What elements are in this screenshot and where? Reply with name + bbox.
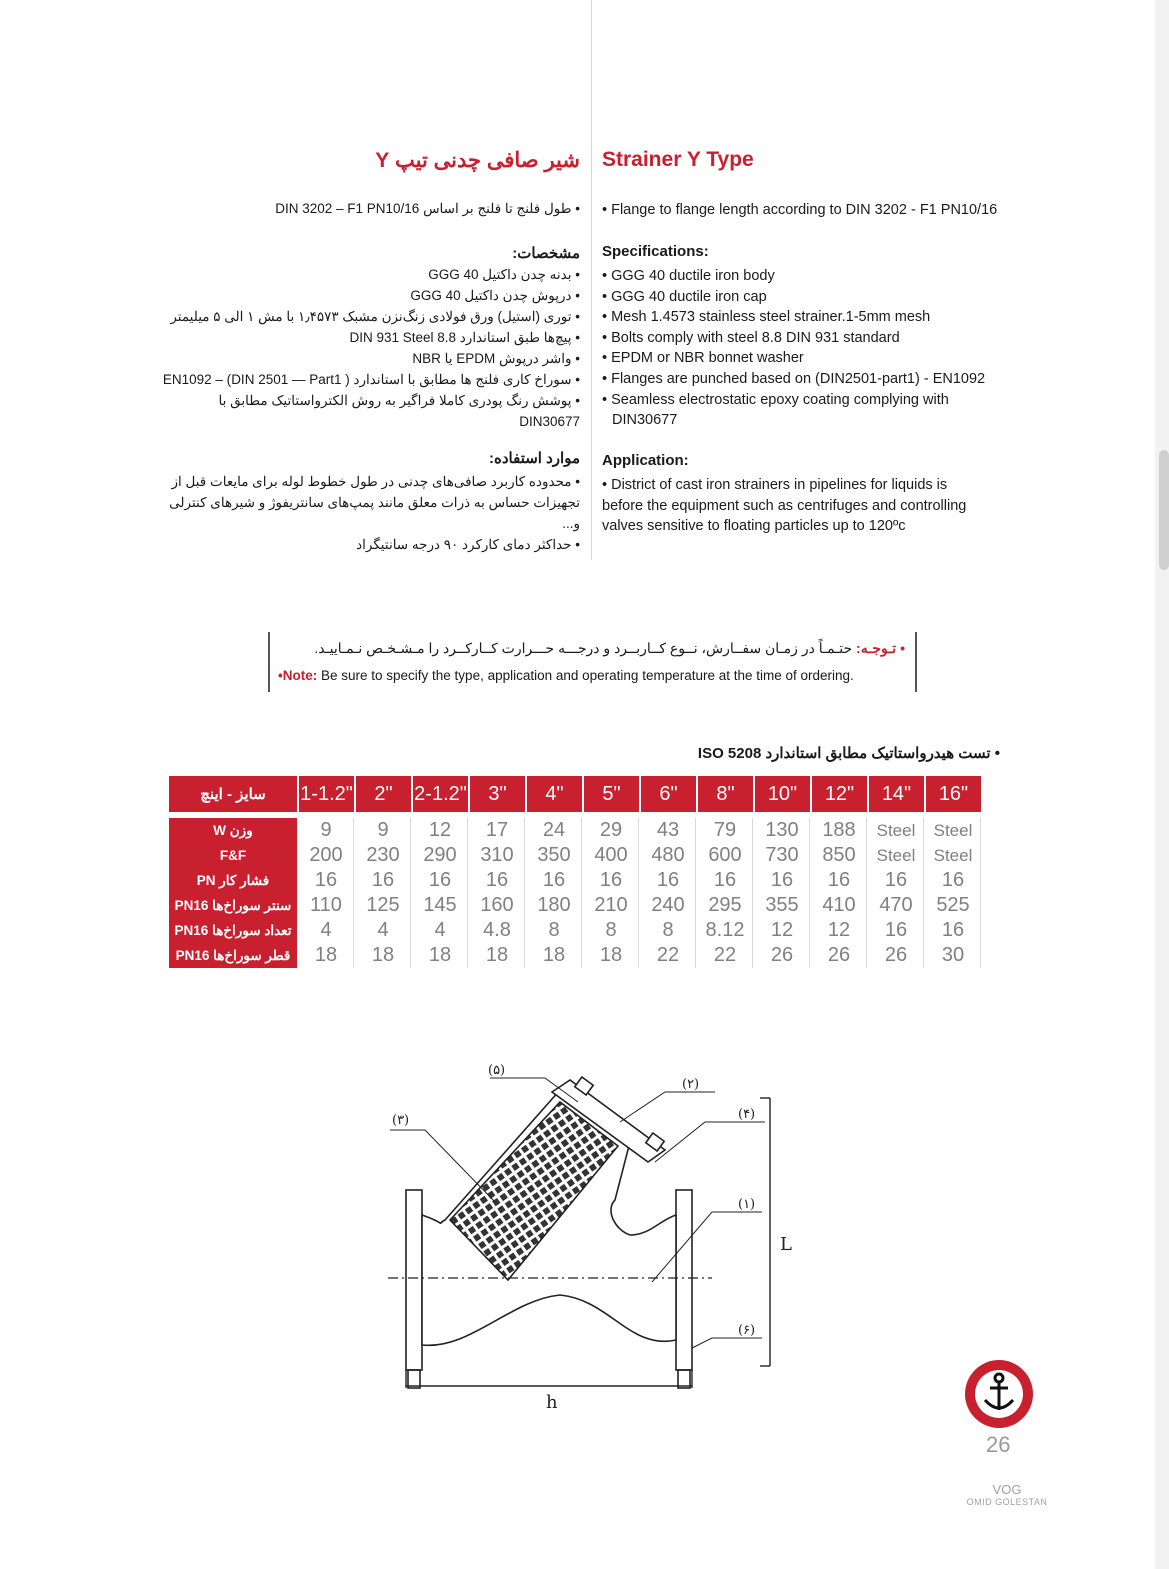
fa-flange-line: • طول فلنج تا فلنج بر اساس DIN 3202 – F1 PN10/16 (275, 201, 580, 216)
table-row (169, 843, 981, 868)
row-label: قطر سوراخ‌ها PN16 (169, 943, 297, 968)
table-cell: 240 (641, 893, 696, 918)
note-fa-text: حتـمـاً در زمـان سفــارش، نــوع کــاربــرد و درجـــه حـــرارت کــارکــرد را مـشـخـص نـمـاییـد. (314, 640, 857, 656)
table-cell: 525 (926, 893, 981, 918)
brand-subtitle: OMID GOLESTAN (966, 1497, 1048, 1507)
app-line: valves sensitive to floating particles up to 120ºc (602, 518, 906, 535)
table-cell: 145 (413, 893, 468, 918)
table-cell: 290 (413, 843, 468, 868)
size-cell: 10" (755, 776, 810, 812)
table-row (169, 893, 981, 918)
table-cell: 125 (356, 893, 411, 918)
callout-6: (۶) (738, 1323, 756, 1338)
table-cell: 16 (812, 868, 867, 893)
table-cell: 16 (869, 868, 924, 893)
table-cell: 130 (755, 818, 810, 843)
table-cell: 8 (641, 918, 696, 943)
table-cell: 16 (926, 868, 981, 893)
table-cell: 18 (299, 943, 354, 968)
table-cell: 24 (527, 818, 582, 843)
table-cell: 230 (356, 843, 411, 868)
table-cell: 9 (299, 818, 354, 843)
table-cell: 410 (812, 893, 867, 918)
table-cell: 79 (698, 818, 753, 843)
app-line: before the equipment such as centrifuges and controlling (602, 497, 967, 514)
size-label: سایز - اینچ (169, 776, 297, 812)
table-cell: 12 (413, 818, 468, 843)
en-spec-heading: Specifications: (602, 243, 709, 260)
table-cell: 16 (356, 868, 411, 893)
table-cell: 18 (356, 943, 411, 968)
list-item: • GGG 40 ductile iron cap (602, 288, 767, 305)
page-edge (1155, 0, 1169, 1569)
row-label: وزن W (169, 818, 297, 843)
size-cell: 2-1.2" (413, 776, 468, 812)
list-item: • سوراخ کاری فلنج ها مطابق با استاندارد ( DIN 2501 — Part1) – EN1092 (162, 372, 580, 387)
list-item: • واشر درپوش EPDM یا NBR (412, 351, 580, 366)
note-box (268, 632, 917, 692)
table-row (169, 868, 981, 893)
table-cell: 180 (527, 893, 582, 918)
callout-3: (۳) (392, 1113, 410, 1128)
table-cell: 200 (299, 843, 354, 868)
brand-name: VOG (992, 1482, 1022, 1497)
size-cell: 3" (470, 776, 525, 812)
note-en-text: Be sure to specify the type, application and operating temperature at the time of ordering. (317, 668, 854, 683)
list-item: • توری (استیل) ورق فولادی زنگ‌نزن مشبک ۱٫۴۵۷۳ با مش ۱ الی ۵ میلیمتر (170, 309, 580, 324)
table-cell: 18 (527, 943, 582, 968)
table-cell: 12 (755, 918, 810, 943)
dim-h-label: h (546, 1392, 558, 1413)
list-item: • پیچ‌ها طبق استاندارد DIN 931 Steel 8.8 (349, 330, 580, 345)
table-cell: 12 (812, 918, 867, 943)
dimension-L (760, 1098, 770, 1366)
table-cell: 18 (470, 943, 525, 968)
table-cell: 9 (356, 818, 411, 843)
table-row (169, 918, 981, 943)
table-cell: 29 (584, 818, 639, 843)
title-en: Strainer Y Type (602, 148, 754, 171)
size-cell: 16" (926, 776, 981, 812)
table-header-row (169, 776, 981, 812)
column-divider (591, 0, 592, 560)
size-cell: 1-1.2" (299, 776, 354, 812)
list-item: • Bolts comply with steel 8.8 DIN 931 standard (602, 329, 900, 346)
table-cell: 600 (698, 843, 753, 868)
table-cell: 17 (470, 818, 525, 843)
list-item: • Flanges are punched based on (DIN2501-part1) - EN1092 (602, 370, 986, 387)
table-cell: 30 (926, 943, 981, 968)
table-cell: Steel (926, 818, 981, 843)
table-cell: 310 (470, 843, 525, 868)
table-cell: 730 (755, 843, 810, 868)
table-cell: 26 (755, 943, 810, 968)
table-row (169, 943, 981, 968)
title-fa: شیر صافی چدنی تیپ Y (375, 149, 580, 172)
strainer-body (406, 1077, 692, 1388)
table-cell: 210 (584, 893, 639, 918)
table-cell: Steel (869, 818, 924, 843)
table-cell: 16 (299, 868, 354, 893)
table-cell: 16 (869, 918, 924, 943)
scrollbar[interactable] (1159, 450, 1169, 570)
table-cell: 16 (470, 868, 525, 893)
table-cell: 16 (527, 868, 582, 893)
row-label: فشار کار PN (169, 868, 297, 893)
list-item: • Seamless electrostatic epoxy coating complying with (602, 391, 949, 408)
row-label: F&F (169, 843, 297, 868)
list-item: • بدنه چدن داکتیل GGG 40 (428, 267, 580, 282)
app-line: تجهیزات حساس به ذرات معلق مانند پمپ‌های سانتریفوژ و شیرهای کنترلی و... (169, 495, 580, 531)
callout-2: (۲) (682, 1077, 700, 1092)
table-cell: 16 (698, 868, 753, 893)
table-cell: 22 (641, 943, 696, 968)
callout-1: (۱) (738, 1197, 756, 1212)
table-cell: 850 (812, 843, 867, 868)
en-spec-list (602, 266, 985, 431)
table-cell: 4 (413, 918, 468, 943)
table-cell: 43 (641, 818, 696, 843)
table-cell: 8 (527, 918, 582, 943)
table-cell: 22 (698, 943, 753, 968)
en-app-text (602, 475, 966, 537)
size-cell: 6" (641, 776, 696, 812)
list-item: • Mesh 1.4573 stainless steel strainer.1-5mm mesh (602, 309, 931, 326)
page-number: 26 (986, 1432, 1011, 1457)
table-cell: 8.12 (698, 918, 753, 943)
table-cell: 18 (584, 943, 639, 968)
table-cell: 4.8 (470, 918, 525, 943)
list-item: DIN30677 (612, 412, 678, 429)
size-cell: 8" (698, 776, 753, 812)
table-cell: 160 (470, 893, 525, 918)
dimension-h (406, 1370, 692, 1388)
spec-table (167, 776, 983, 968)
table-cell: 350 (527, 843, 582, 868)
fa-app-text (160, 471, 580, 555)
table-cell: 480 (641, 843, 696, 868)
table-row (169, 818, 981, 843)
table-cell: 16 (926, 918, 981, 943)
size-cell: 4" (527, 776, 582, 812)
brand-mark (962, 1484, 1052, 1508)
table-cell: Steel (926, 843, 981, 868)
note-fa-label: • تـوجـه: (856, 640, 905, 656)
table-cell: 16 (755, 868, 810, 893)
row-label: تعداد سوراخ‌ها PN16 (169, 918, 297, 943)
dim-L-label: L (780, 1234, 792, 1255)
table-cell: 188 (812, 818, 867, 843)
note-fa (314, 640, 905, 657)
table-cell: 16 (584, 868, 639, 893)
table-cell: 16 (413, 868, 468, 893)
list-item: • GGG 40 ductile iron body (602, 268, 775, 284)
note-en-label: •Note: (278, 668, 318, 683)
callout-5: (۵) (488, 1063, 506, 1078)
app-line: • حداکثر دمای کارکرد ۹۰ درجه سانتیگراد (356, 537, 580, 552)
list-item: • درپوش چدن داکتیل GGG 40 (410, 288, 580, 303)
size-cell: 14" (869, 776, 924, 812)
table-cell: 26 (812, 943, 867, 968)
list-item: • EPDM or NBR bonnet washer (602, 350, 804, 367)
app-line: • District of cast iron strainers in pipelines for liquids is (602, 477, 948, 493)
fa-app-heading: موارد استفاده: (489, 450, 580, 467)
table-cell: Steel (869, 843, 924, 868)
table-cell: 4 (299, 918, 354, 943)
iso-test-text: • تست هیدرواستاتیک مطابق استاندارد ISO 5208 (697, 745, 1000, 762)
en-app-heading: Application: (602, 452, 689, 469)
size-cell: 5" (584, 776, 639, 812)
note-en (278, 668, 854, 683)
table-cell: 16 (641, 868, 696, 893)
list-item: • پوشش رنگ پودری کاملا فراگیر به روش الکترواستاتیک مطابق با DIN30677 (218, 393, 580, 429)
table-cell: 355 (755, 893, 810, 918)
table-cell: 470 (869, 893, 924, 918)
fa-spec-heading: مشخصات: (512, 245, 580, 262)
app-line: • محدوده کاربرد صافی‌های چدنی در طول خطوط لوله برای مایعات قبل از (171, 474, 580, 489)
iso-test-title (640, 744, 1000, 762)
table-cell: 4 (356, 918, 411, 943)
company-logo (963, 1358, 1035, 1430)
table-cell: 295 (698, 893, 753, 918)
strainer-diagram (330, 1050, 810, 1420)
table-cell: 8 (584, 918, 639, 943)
row-label: سنتر سوراخ‌ها PN16 (169, 893, 297, 918)
table-cell: 26 (869, 943, 924, 968)
callout-4: (۴) (738, 1107, 756, 1122)
en-flange-line: • Flange to flange length according to DIN 3202 - F1 PN10/16 (602, 202, 998, 218)
fa-spec-list (160, 264, 580, 432)
size-cell: 12" (812, 776, 867, 812)
table-cell: 18 (413, 943, 468, 968)
table-cell: 400 (584, 843, 639, 868)
table-cell: 110 (299, 893, 354, 918)
size-cell: 2" (356, 776, 411, 812)
